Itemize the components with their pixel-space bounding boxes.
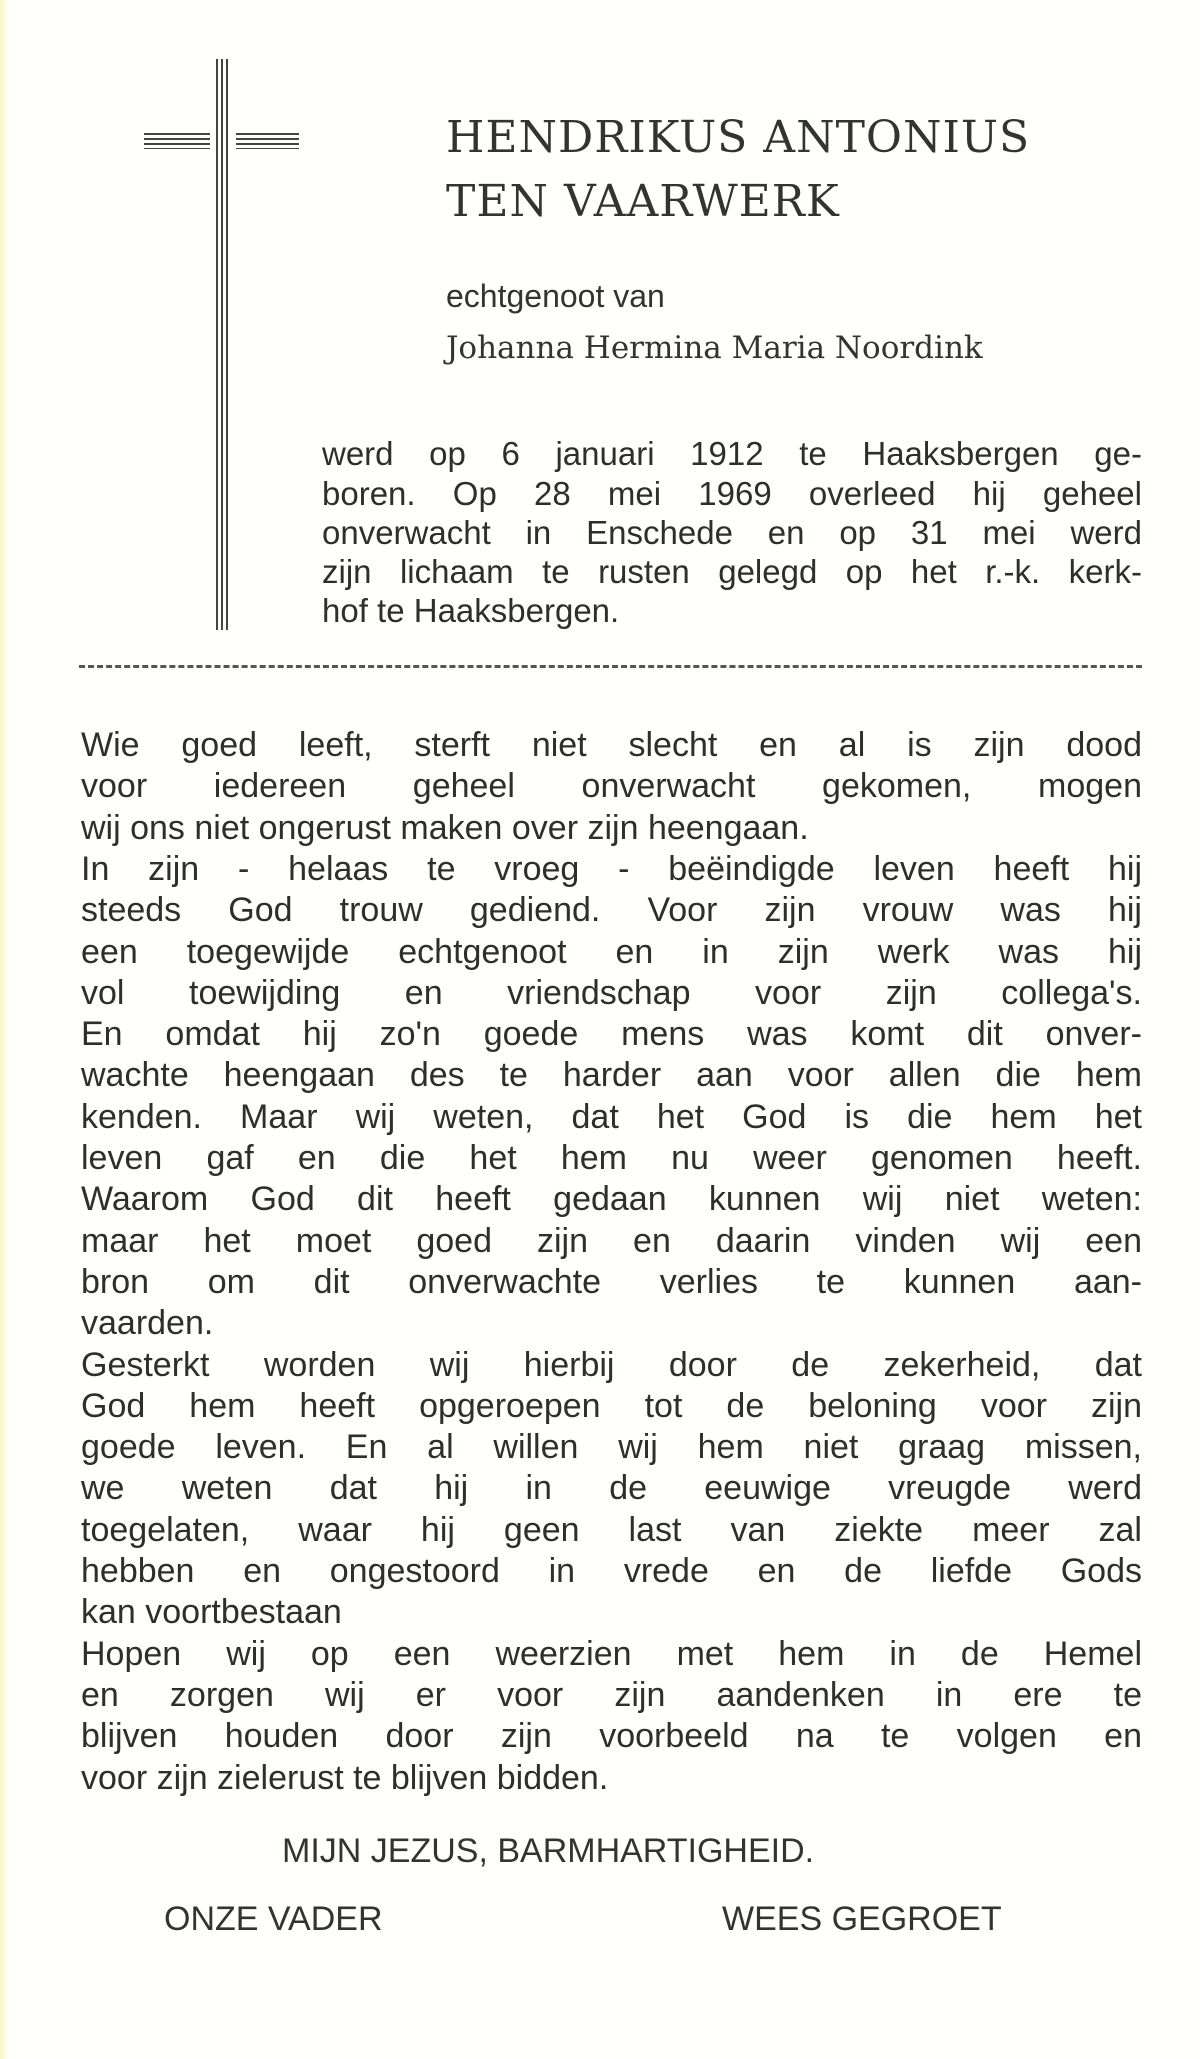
body-line: Waarom God dit heeft gedaan kunnen wij niet weten:	[81, 1180, 1142, 1219]
body-line: maar het moet goed zijn en daarin vinden wij een	[81, 1221, 1142, 1260]
spouse-intro: echtgenoot van	[446, 278, 665, 314]
body-line: blijven houden door zijn voorbeeld na te volgen en	[81, 1717, 1142, 1756]
body-line: toegelaten, waar hij geen last van ziekte meer zal	[81, 1510, 1142, 1549]
spouse-name: Johanna Hermina Maria Noordink	[446, 330, 983, 366]
bio-line: hof te Haaksbergen.	[322, 592, 620, 629]
deceased-name-line2: TEN VAARWERK	[446, 176, 840, 227]
body-line: Gesterkt worden wij hierbij door de zekerheid, dat	[81, 1345, 1142, 1384]
body-line: Hopen wij op een weerzien met hem in de Hemel	[81, 1634, 1142, 1673]
cross-left-arm	[144, 133, 210, 149]
prayer-left: ONZE VADER	[164, 1900, 383, 1938]
body-line: In zijn - helaas te vroeg - beëindigde leven heeft hij	[81, 849, 1142, 888]
body-line: steeds God trouw gediend. Voor zijn vrouw was hij	[81, 891, 1142, 930]
bio-line: onverwacht in Enschede en op 31 mei werd	[322, 514, 1142, 551]
body-line: en zorgen wij er voor zijn aandenken in ere te	[81, 1675, 1142, 1714]
bio-line: zijn lichaam te rusten gelegd op het r.-k. kerk-	[322, 553, 1142, 590]
body-line: vaarden.	[81, 1304, 214, 1343]
body-line: wachte heengaan des te harder aan voor allen die hem	[81, 1056, 1142, 1095]
body-line: hebben en ongestoord in vrede en de liefde Gods	[81, 1552, 1142, 1590]
body-line: vol toewijding en vriendschap voor zijn collega's.	[81, 973, 1142, 1012]
prayer-right: WEES GEGROET	[722, 1900, 1002, 1938]
body-line: leven gaf en die het hem nu weer genomen heeft.	[81, 1139, 1142, 1177]
body-line: kenden. Maar wij weten, dat het God is die hem het	[81, 1097, 1142, 1136]
body-line: een toegewijde echtgenoot en in zijn werk was hij	[81, 932, 1142, 971]
body-line: goede leven. En al willen wij hem niet graag missen,	[81, 1428, 1142, 1467]
body-line: voor zijn zielerust te blijven bidden.	[81, 1758, 609, 1797]
paper-edge	[0, 0, 10, 2059]
body-line: bron om dit onverwachte verlies te kunnen aan-	[81, 1262, 1142, 1301]
body-line: wij ons niet ongerust maken over zijn heengaan.	[81, 808, 809, 847]
invocation: MIJN JEZUS, BARMHARTIGHEID.	[282, 1832, 815, 1870]
cross-vertical-bar	[216, 59, 230, 630]
deceased-name-line1: HENDRIKUS ANTONIUS	[446, 112, 1031, 163]
divider	[79, 665, 1142, 668]
cross-right-arm	[236, 133, 299, 149]
bio-line: werd op 6 januari 1912 te Haaksbergen ge-	[322, 435, 1142, 472]
body-line: voor iedereen geheel onverwacht gekomen, mogen	[81, 767, 1142, 806]
body-line: kan voortbestaan	[81, 1593, 342, 1632]
body-line: En omdat hij zo'n goede mens was komt dit onver-	[81, 1015, 1142, 1054]
body-line: God hem heeft opgeroepen tot de beloning voor zijn	[81, 1386, 1142, 1425]
bio-line: boren. Op 28 mei 1969 overleed hij geheel	[322, 475, 1142, 512]
body-line: we weten dat hij in de eeuwige vreugde werd	[81, 1469, 1142, 1508]
body-line: Wie goed leeft, sterft niet slecht en al is zijn dood	[81, 726, 1142, 764]
